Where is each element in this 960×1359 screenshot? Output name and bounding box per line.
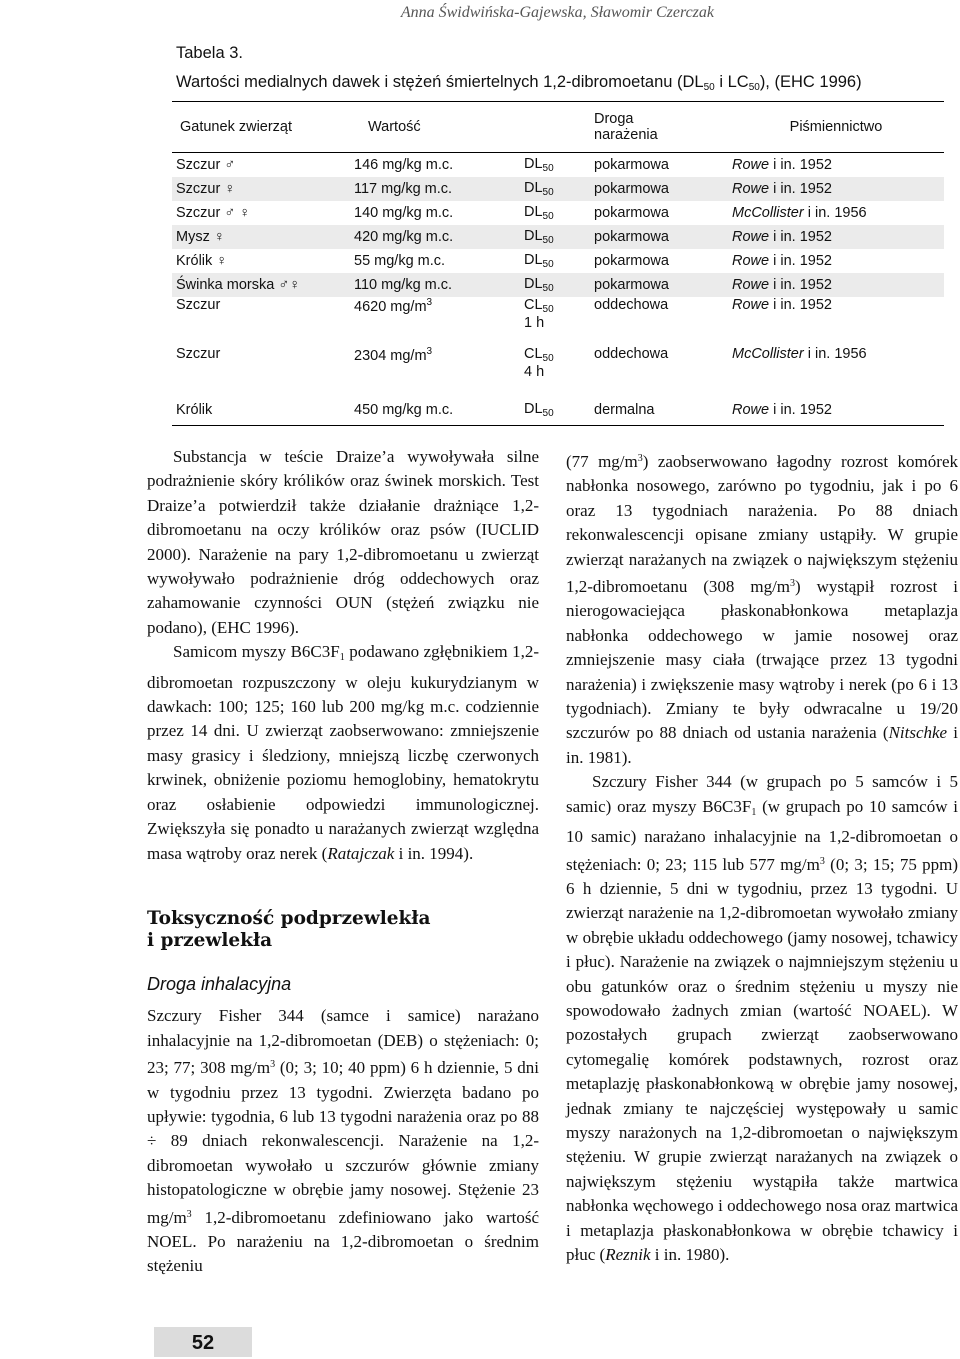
cell-reference: Rowe i in. 1952	[728, 177, 944, 201]
cell-value: 55 mg/kg m.c.	[350, 249, 520, 273]
cell-measure: $DL_{50}$	[520, 395, 590, 426]
cell-species: Szczur	[176, 346, 221, 362]
cell-route: oddechowa	[594, 346, 669, 362]
header-route: Droga narażenia	[590, 102, 728, 153]
cell-species: Świnka morska ♂♀	[172, 273, 350, 297]
paragraph: Szczury Fisher 344 (samce i samice) narażano inhalacyjnie na 1,2-dibromoetan (DEB) o stężeniach: 0; 23; 77; 308 $mg/m^3$ (0; 3; 10; 40 ppm) 6 h dziennie, 5 dni w tygodniu przez 13 tygodni. Zwierzęta badano po upływie: tygodnia, 6 lub 13 tygodni narażenia oraz po 88 ÷ 89 dniach rekonwalescencji. Narażenie na 1,2-dibromoetan wywołało u szczurów głównie zmiany histopatologiczne w obrębie jamy nosowej. Stężenie 23 $mg/m^3$ 1,2-dibromoetanu zdefiniowano jako wartość NOEL. Po narażeniu na 1,2-dibromoetan o średnim stężeniu	[147, 1006, 539, 1276]
cell-reference: Rowe i in. 1952	[728, 225, 944, 249]
table-row	[172, 273, 944, 297]
paragraph: Substancja w teście Draize’a wywoływała silne podrażnienie skóry królików oraz świnek morskich. Test Draize’a potwierdził także działanie drażniące 1,2-dibromoetanu na oczy królików oraz psów (IUCLID 2000). Narażenie na pary 1,2-dibromoetanu u zwierząt wywoływało podrażnienie dróg oddechowych oraz zahamowanie czynności OUN (stężeń związku nie podano), (EHC 1996).	[147, 447, 539, 637]
cell-value: 110 mg/kg m.c.	[350, 273, 520, 297]
header-blank	[520, 102, 590, 153]
cell-measure: $DL_{50}$	[520, 225, 590, 249]
table-row	[172, 177, 944, 201]
cell-value: 140 mg/kg m.c.	[350, 201, 520, 225]
cell-route: pokarmowa	[590, 177, 728, 201]
cell-value: 146 mg/kg m.c.	[350, 153, 520, 178]
header-species: Gatunek zwierząt	[172, 102, 350, 153]
cell-reference: McCollister i in. 1956	[728, 201, 944, 225]
table-caption: Wartości medialnych dawek i stężeń śmiertelnych 1,2-dibromoetanu ($DL_{50}$ i $LC_{50}$), (EHC 1996)	[176, 73, 862, 93]
paragraph: Samicom myszy $B6C3F_1$ podawano zgłębnikiem 1,2-dibromoetan rozpuszczony w oleju kukurydzianym w dawkach: 100; 125; 160 lub 200 mg/kg m.c. codziennie przez 14 dni. U zwierząt zaobserwowano: zmniejszenie masy grasicy i śledziony, mniejszą liczbę czerwonych krwinek, obniżenie poziomu hemoglobiny, hematokrytu oraz osłabienie odpowiedzi immunologicznej. Zwiększyła się ponadto u narażanych zwierząt względna masa wątroby oraz nerek (Ratajczak i in. 1994).	[147, 642, 539, 863]
cell-value: 2304 $mg/m^3$	[354, 346, 433, 364]
table-row	[172, 249, 944, 273]
cell-reference: Rowe i in. 1952	[728, 395, 944, 426]
right-column	[566, 447, 958, 1267]
cell-route: pokarmowa	[590, 249, 728, 273]
table-row	[172, 225, 944, 249]
cell-species: Królik	[172, 395, 350, 426]
cell-measure: $DL_{50}$	[520, 201, 590, 225]
cell-route: pokarmowa	[590, 225, 728, 249]
table-row	[172, 395, 944, 426]
table-row	[172, 153, 944, 178]
subheading: Droga inhalacyjna	[147, 973, 292, 994]
cell-value: 117 mg/kg m.c.	[350, 177, 520, 201]
cell-species: Szczur ♀	[172, 177, 350, 201]
cell-reference: Rowe i in. 1952	[728, 273, 944, 297]
cell-species: Szczur ♂	[172, 153, 350, 178]
cell-species: Szczur ♂ ♀	[172, 201, 350, 225]
lethal-dose-table	[172, 101, 944, 426]
cell-value: 420 mg/kg m.c.	[350, 225, 520, 249]
cell-value: 450 mg/kg m.c.	[350, 395, 520, 426]
cell-reference: Rowe i in. 1952	[728, 297, 944, 346]
cell-species: Szczur	[172, 297, 350, 346]
header-reference: Piśmiennictwo	[728, 102, 944, 153]
cell-route: pokarmowa	[590, 153, 728, 178]
cell-reference: McCollister i in. 1956	[732, 346, 867, 362]
cell-measure: $CL_{50}$ 1 h	[520, 297, 590, 346]
table-row	[172, 297, 944, 346]
section-heading: Toksyczność podprzewlekła i przewlekła	[147, 907, 431, 951]
table-row	[172, 201, 944, 225]
paragraph: (77 $mg/m^3$) zaobserwowano łagodny rozrost komórek nabłonka nosowego, zarówno po tygodniu, jak i po 6 oraz 13 tygodniach narażenia. Po 88 dniach rekonwalescencji opisane zmiany ustąpiły. W grupie zwierząt narażanych na związek o największym stężeniu 1,2-dibromoetanu (308 $mg/m^3$) wystąpił rozrost i nierogowaciejąca płaskonabłonkowa metaplazja nabłonka oddechowego w jamie nosowej oraz zmniejszenie masy ciała (trwające przez 13 tygodni narażenia) i zwiększenie masy wątroby i nerek (po 6 i 13 tygodniach). Zmiany te były odwracalne u 19/20 szczurów po 88 dniach od ustania narażenia (Nitschke i in. 1981).	[566, 452, 958, 767]
table-header-row	[172, 102, 944, 153]
running-head: Anna Świdwińska-Gajewska, Sławomir Czerczak	[400, 4, 714, 21]
cell-species: Królik ♀	[172, 249, 350, 273]
cell-route: pokarmowa	[590, 201, 728, 225]
cell-measure: $DL_{50}$	[520, 177, 590, 201]
cell-measure: $DL_{50}$	[520, 249, 590, 273]
paragraph: Szczury Fisher 344 (w grupach po 5 samców i 5 samic) oraz myszy $B6C3F_1$ (w grupach po 10 samców i 10 samic) narażano inhalacyjnie na 1,2-dibromoetan o stężeniach: 0; 23; 115 lub 577 $mg/m^3$ (0; 3; 15; 75 ppm) 6 h dziennie, 5 dni w tygodniu, przez 13 tygodni. U zwierząt narażenie na 1,2-dibromoetan wywołało zmiany w obrębie układu oddechowego (jamy nosowej, tchawicy i płuc). Narażenie na związek o najmniejszym stężeniu u obu gatunków oraz o średnim stężeniu u myszy nie spowodowało żadnych zmian (wartość NOAEL). W pozostałych grupach zwierząt zaobserwowano cytomegalię komórek podstawnych, rozrost oraz metaplazję płaskonabłonkową w obrębie jamy nosowej, jednak zmiany te najczęściej występowały u samic myszy narażonych na 1,2-dibromoetan o największym stężeniu. W grupie zwierząt narażanych na związek o największym stężeniu wystąpiła także martwica nabłonka węchowego i oddechowego nosa oraz martwica i metaplazja płaskonabłonkowa w obrębie tchawicy i płuc (Reznik i in. 1980).	[566, 772, 958, 1264]
cell-reference: Rowe i in. 1952	[728, 153, 944, 178]
header-value: Wartość	[350, 102, 520, 153]
table-title: Tabela 3.	[176, 44, 243, 62]
cell-measure: $DL_{50}$	[520, 153, 590, 178]
cell-measure: $DL_{50}$	[520, 273, 590, 297]
cell-route: oddechowa	[590, 297, 728, 346]
cell-species: Mysz ♀	[172, 225, 350, 249]
cell-route: pokarmowa	[590, 273, 728, 297]
cell-measure: $CL_{50}$ 4 h	[524, 346, 554, 380]
cell-reference: Rowe i in. 1952	[728, 249, 944, 273]
page-number: 52	[154, 1327, 252, 1357]
left-column	[147, 445, 539, 1279]
cell-value: 4620 $mg/m^3$	[350, 297, 520, 346]
cell-route: dermalna	[590, 395, 728, 426]
table-row	[172, 346, 944, 395]
